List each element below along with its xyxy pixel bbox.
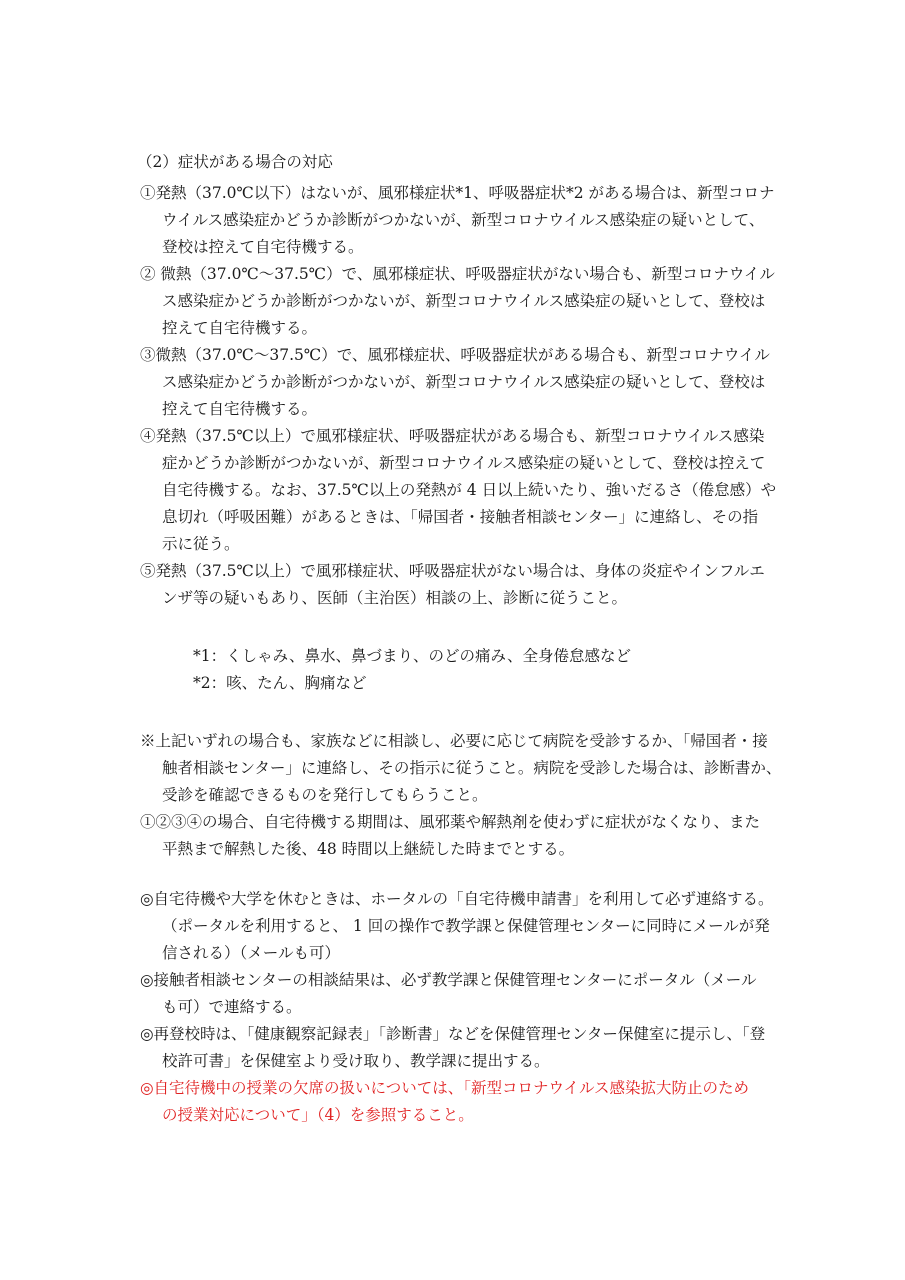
item-3-line-3: 控えて自宅待機する。 [162, 400, 318, 418]
item-5-line-1: ⑤発熱（37.5℃以上）で風邪様症状、呼吸器症状がない場合は、身体の炎症やインフルエ [140, 562, 765, 580]
bullet-1-line-1: ◎自宅待機や大学を休むときは、ホータルの「自宅待機申請書」を利用して必ず連絡する。 [140, 890, 774, 908]
note-2-line-1: ①②③④の場合、自宅待機する期間は、風邪薬や解熱剤を使わずに症状がなくなり、また [140, 813, 761, 831]
item-3-line-2: ス感染症かどうか診断がつかないが、新型コロナウイルス感染症の疑いとして、登校は [162, 373, 766, 391]
item-3-line-1: ③微熱（37.0℃～37.5℃）で、風邪様症状、呼吸器症状がある場合も、新型コロナウイル [140, 346, 770, 364]
item-4-line-2: 症かどうか診断がつかないが、新型コロナウイルス感染症の疑いとして、登校は控えて [162, 454, 766, 472]
bullet-4-line-2: の授業対応について」（4）を参照すること。 [162, 1106, 474, 1124]
note-1-line-3: 受診を確認できるものを発行してもらうこと。 [162, 786, 488, 804]
bullet-4-line-1: ◎自宅待機中の授業の欠席の扱いについては、「新型コロナウイルス感染拡大防止のため [140, 1079, 750, 1097]
footnote-2: *2：咳、たん、胸痛など [193, 674, 367, 692]
item-4-line-5: 示に従う。 [162, 535, 240, 553]
item-2-line-1: ② 微熱（37.0℃～37.5℃）で、風邪様症状、呼吸器症状がない場合も、新型コロナウイル [140, 265, 775, 283]
item-4-line-3: 自宅待機する。なお、37.5℃以上の発熱が 4 日以上続いたり、強いだるさ（倦怠感）や [162, 481, 777, 499]
note-1-line-1: ※上記いずれの場合も、家族などに相談し、必要に応じて病院を受診するか、「帰国者・接 [140, 732, 768, 750]
item-2-line-2: ス感染症かどうか診断がつかないが、新型コロナウイルス感染症の疑いとして、登校は [162, 292, 766, 310]
item-4-line-4: 息切れ（呼吸困難）があるときは、「帰国者・接触者相談センター」に連絡し、その指 [162, 508, 759, 526]
section-title: （2）症状がある場合の対応 [137, 153, 333, 171]
note-2-line-2: 平熱まで解熱した後、48 時間以上継続した時までとする。 [162, 840, 575, 858]
item-1-line-2: ウイルス感染症かどうか診断がつかないが、新型コロナウイルス感染症の疑いとして、 [162, 211, 765, 229]
item-1-line-3: 登校は控えて自宅待機する。 [162, 238, 364, 256]
item-1-line-1: ①発熱（37.0℃以下）はないが、風邪様症状*1、呼吸器症状*2 がある場合は、新型コロナ [140, 184, 775, 202]
item-5-line-2: ンザ等の疑いもあり、医師（主治医）相談の上、診断に従うこと。 [162, 589, 628, 607]
bullet-2-line-1: ◎接触者相談センターの相談結果は、必ず教学課と保健管理センターにポータル（メール [140, 971, 757, 989]
bullet-3-line-1: ◎再登校時は、「健康観察記録表」「診断書」などを保健管理センター保健室に提示し、「登 [140, 1025, 766, 1043]
item-4-line-1: ④発熱（37.5℃以上）で風邪様症状、呼吸器症状がある場合も、新型コロナウイルス感染 [140, 427, 765, 445]
item-2-line-3: 控えて自宅待機する。 [162, 319, 318, 337]
note-1-line-2: 触者相談センター」に連絡し、その指示に従うこと。病院を受診した場合は、診断書か、 [162, 759, 782, 777]
bullet-2-line-2: も可）で連絡する。 [162, 998, 302, 1016]
bullet-1-line-3: 信される）（メールも可） [162, 944, 340, 962]
bullet-3-line-2: 校許可書」を保健室より受け取り、教学課に提出する。 [162, 1052, 550, 1070]
bullet-1-line-2: （ポータルを利用すると、 1 回の操作で教学課と保健管理センターに同時にメールが発 [162, 917, 770, 935]
footnote-1: *1：くしゃみ、鼻水、鼻づまり、のどの痛み、全身倦怠感など [193, 647, 631, 665]
